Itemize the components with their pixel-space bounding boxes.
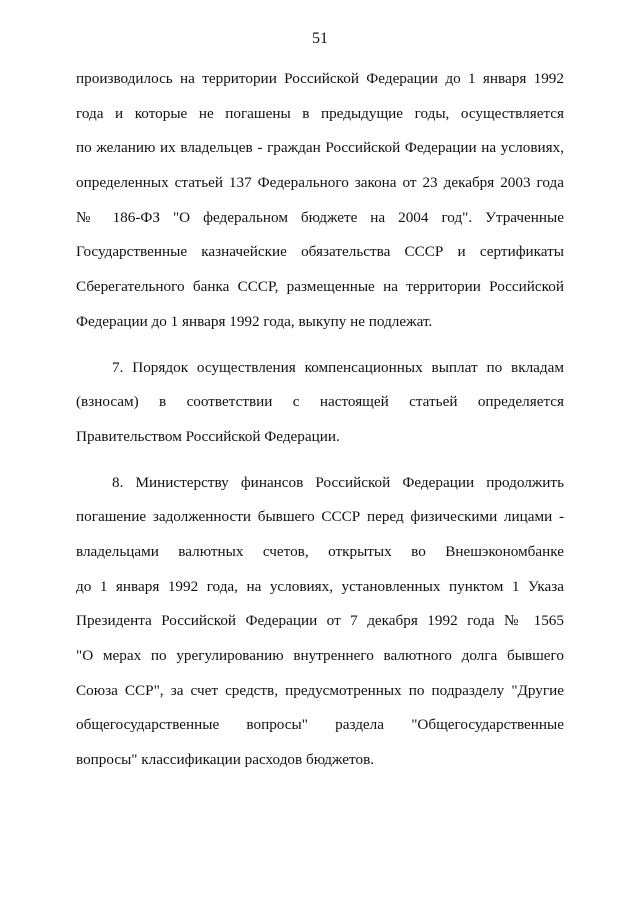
text-line: производилось на территории Российской Федерации до 1 января 1992 [76, 70, 564, 87]
text-line: 7. Порядок осуществления компенсационных выплат по вкладам [112, 358, 564, 376]
text-line: вопросы" классификации расходов бюджетов. [76, 751, 375, 769]
text-line: Союза ССР", за счет средств, предусмотренных по подразделу "Другие [76, 681, 564, 699]
text-line: общегосударственные вопросы" раздела "Общегосударственные [76, 716, 564, 734]
page-number: 51 [312, 30, 328, 47]
text-line: года и которые не погашены в предыдущие годы, осуществляется [76, 104, 564, 122]
document-body [76, 67, 564, 783]
text-line: Правительством Российской Федерации. [76, 427, 340, 445]
text-line: до 1 января 1992 года, на условиях, установленных пунктом 1 Указа [76, 577, 564, 595]
paragraph [76, 356, 564, 460]
text-line: Сберегательного банка СССР, размещенные на территории Российской [76, 278, 564, 296]
text-line: владельцами валютных счетов, открытых во Внешэкономбанке [76, 542, 564, 560]
paragraph [76, 67, 564, 345]
text-line: Государственные казначейские обязательства СССР и сертификаты [76, 243, 564, 261]
paragraph-gap [76, 345, 564, 356]
text-line: 8. Министерству финансов Российской Федерации продолжить [112, 473, 564, 491]
paragraph [76, 471, 564, 783]
text-line: определенных статьей 137 Федерального закона от 23 декабря 2003 года [76, 174, 564, 192]
text-line: по желанию их владельцев - граждан Российской Федерации на условиях, [76, 139, 564, 157]
text-line: Президента Российской Федерации от 7 декабря 1992 года № 1565 [76, 612, 564, 630]
text-line: Федерации до 1 января 1992 года, выкупу не подлежат. [76, 312, 433, 330]
paragraph-gap [76, 460, 564, 471]
text-line: "О мерах по урегулированию внутреннего валютного долга бывшего [76, 647, 564, 664]
text-line: погашение задолженности бывшего СССР перед физическими лицами - [76, 508, 564, 526]
text-line: № 186-ФЗ "О федеральном бюджете на 2004 год". Утраченные [76, 208, 564, 226]
text-line: (взносам) в соответствии с настоящей статьей определяется [76, 393, 564, 411]
